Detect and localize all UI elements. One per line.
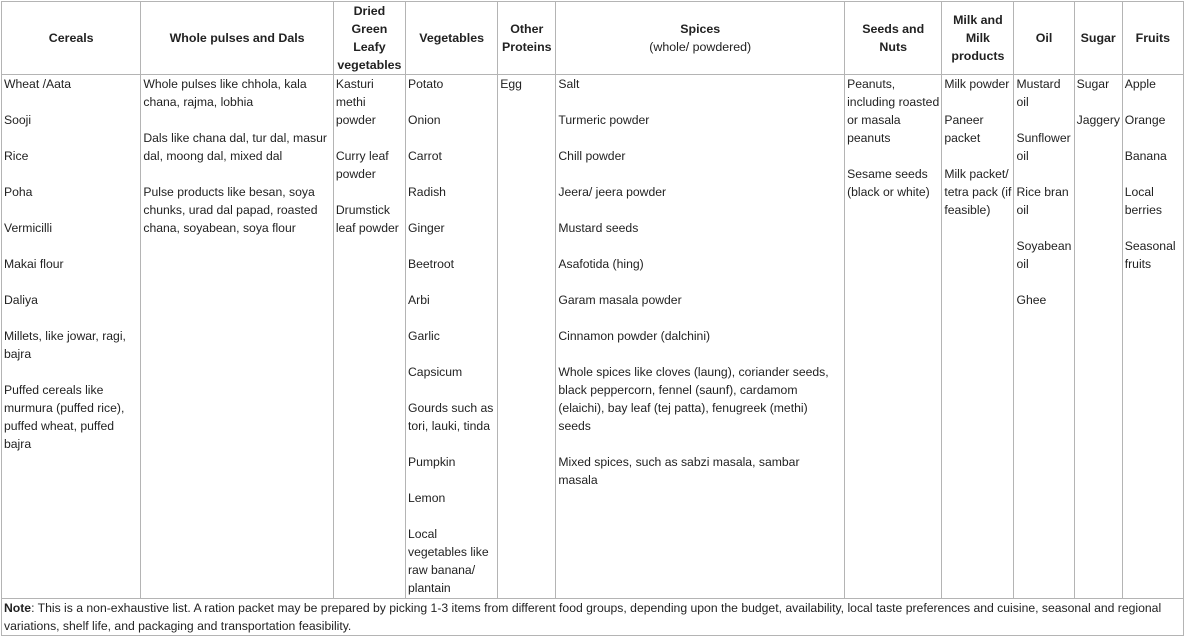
list-item: Daliya	[4, 293, 38, 307]
list-item: Salt	[558, 77, 580, 91]
list-item: Local vegetables like raw banana/ plantain	[408, 527, 489, 595]
list-item: Makai flour	[4, 257, 64, 271]
list-item: Cinnamon powder (dalchini)	[558, 329, 711, 343]
list-item: Sesame seeds (black or white)	[847, 167, 930, 199]
list-item: Arbi	[408, 293, 430, 307]
list-item: Wheat /Aata	[4, 77, 72, 91]
header-spices: Spices (whole/ powdered)	[556, 2, 845, 75]
list-item: Drumstick leaf powder	[335, 203, 399, 235]
header-row	[2, 2, 1184, 75]
list-item: Pulse products like besan, soya chunks, urad dal papad, roasted chana, soyabean, soya flour	[143, 185, 318, 235]
vegetables-cell	[406, 75, 498, 599]
list-item: Sooji	[4, 113, 32, 127]
other-proteins-cell	[498, 75, 556, 599]
oil-cell	[1014, 75, 1074, 599]
list-item: Garlic	[408, 329, 440, 343]
list-item: Turmeric powder	[558, 113, 650, 127]
list-item: Ginger	[408, 221, 445, 235]
dried-green-cell	[333, 75, 405, 599]
list-item: Onion	[408, 113, 441, 127]
header-vegetables: Vegetables	[406, 2, 498, 75]
note-label: Note	[4, 601, 32, 615]
list-item: Lemon	[408, 491, 446, 505]
ration-table	[1, 1, 1184, 636]
header-seeds: Seeds and Nuts	[845, 2, 942, 75]
list-item: Rice bran oil	[1016, 185, 1069, 217]
list-item: Beetroot	[408, 257, 455, 271]
header-other-proteins: Other Proteins	[498, 2, 556, 75]
note-text: : This is a non-exhaustive list. A ration packet may be prepared by picking 1-3 items from different food groups, depending upon the budget, availability, local taste preferences and cuisine, seasonal and regional variations, shelf life, and packaging and transportation feasibility.	[4, 601, 1162, 633]
list-item: Sugar	[1076, 77, 1110, 91]
pulses-cell	[141, 75, 333, 599]
cereals-cell	[2, 75, 141, 599]
note-cell	[2, 599, 1184, 636]
list-item: Chill powder	[558, 149, 626, 163]
sugar-cell	[1074, 75, 1122, 599]
list-item: Poha	[4, 185, 33, 199]
list-item: Egg	[500, 77, 522, 91]
list-item: Garam masala powder	[558, 293, 682, 307]
list-item: Local berries	[1124, 185, 1162, 217]
list-item: Whole pulses like chhola, kala chana, rajma, lobhia	[143, 77, 307, 109]
fruits-cell	[1122, 75, 1183, 599]
list-item: Milk packet/ tetra pack (if feasible)	[944, 167, 1012, 217]
list-item: Mustard oil	[1016, 77, 1061, 109]
header-milk: Milk and Milk products	[942, 2, 1014, 75]
list-item: Asafotida (hing)	[558, 257, 644, 271]
list-item: Peanuts, including roasted or masala peanuts	[847, 77, 940, 145]
list-item: Potato	[408, 77, 444, 91]
spices-cell	[556, 75, 845, 599]
list-item: Seasonal fruits	[1124, 239, 1176, 271]
header-dried-green: Dried Green Leafy vegetables	[333, 2, 405, 75]
list-item: Capsicum	[408, 365, 463, 379]
milk-cell	[942, 75, 1014, 599]
note-row	[2, 599, 1184, 636]
list-item: Vermicilli	[4, 221, 53, 235]
list-item: Mixed spices, such as sabzi masala, sambar masala	[558, 455, 800, 487]
header-sugar: Sugar	[1074, 2, 1122, 75]
list-item: Ghee	[1016, 293, 1047, 307]
list-item: Puffed cereals like murmura (puffed rice), puffed wheat, puffed bajra	[4, 383, 125, 451]
list-item: Milk powder	[944, 77, 1010, 91]
list-item: Orange	[1124, 113, 1166, 127]
header-cereals: Cereals	[2, 2, 141, 75]
header-fruits: Fruits	[1122, 2, 1183, 75]
list-item: Millets, like jowar, ragi, bajra	[4, 329, 126, 361]
list-item: Pumpkin	[408, 455, 456, 469]
list-item: Dals like chana dal, tur dal, masur dal, moong dal, mixed dal	[143, 131, 327, 163]
list-item: Gourds such as tori, lauki, tinda	[408, 401, 494, 433]
seeds-cell	[845, 75, 942, 599]
list-item: Carrot	[408, 149, 442, 163]
list-item: Jaggery	[1076, 113, 1120, 127]
list-item: Whole spices like cloves (laung), coriander seeds, black peppercorn, fennel (saunf), cardamom (elaichi), bay leaf (tej patta), fenugreek (methi) seeds	[558, 365, 829, 433]
list-item: Jeera/ jeera powder	[558, 185, 667, 199]
header-pulses: Whole pulses and Dals	[141, 2, 333, 75]
list-item: Banana	[1124, 149, 1167, 163]
list-item: Sunflower oil	[1016, 131, 1071, 163]
list-item: Curry leaf powder	[335, 149, 389, 181]
list-item: Kasturi methi powder	[335, 77, 376, 127]
list-item: Radish	[408, 185, 446, 199]
list-item: Mustard seeds	[558, 221, 639, 235]
list-item: Rice	[4, 149, 29, 163]
list-item: Paneer packet	[944, 113, 984, 145]
header-oil: Oil	[1014, 2, 1074, 75]
items-row	[2, 75, 1184, 599]
list-item: Soyabean oil	[1016, 239, 1072, 271]
list-item: Apple	[1124, 77, 1156, 91]
